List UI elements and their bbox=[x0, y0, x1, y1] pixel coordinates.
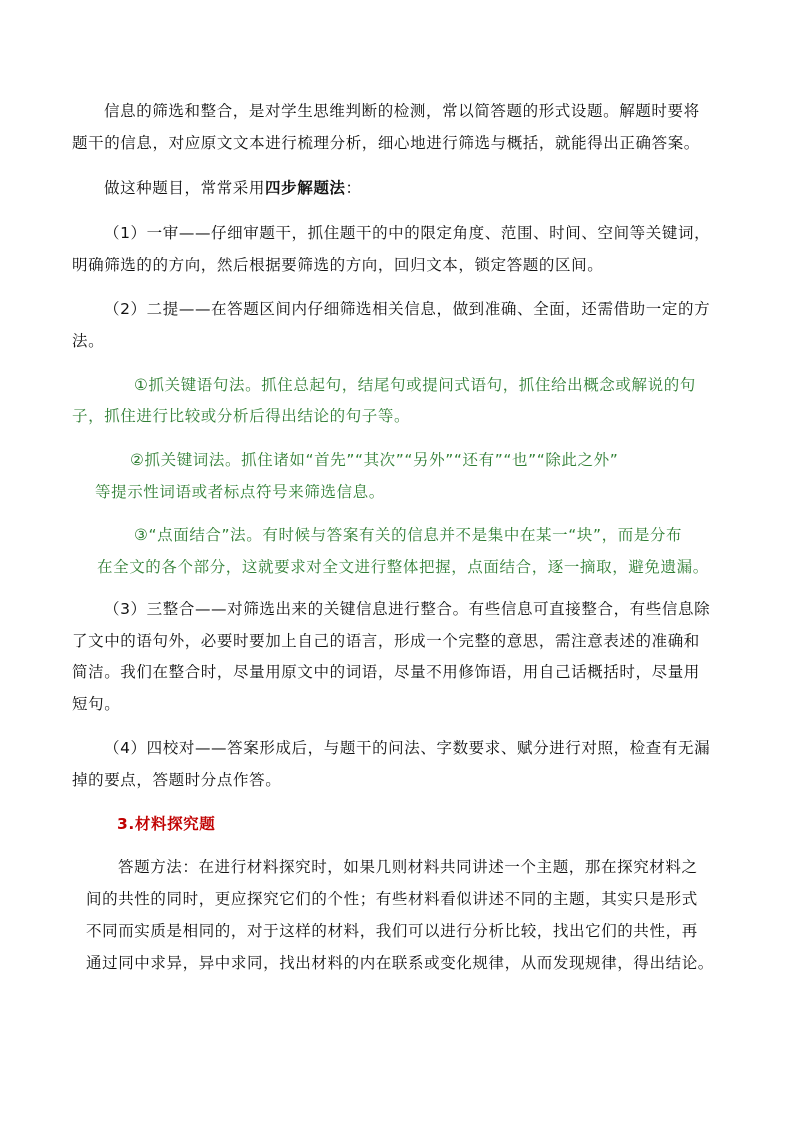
intro-line-1: 信息的筛选和整合，是对学生思维判断的检测，常以简答题的形式设题。解题时要将 bbox=[104, 102, 700, 120]
section-3-title: 3.材料探究题 bbox=[117, 815, 216, 833]
step3-line-4: 短句。 bbox=[72, 695, 121, 713]
answer-line-4: 通过同中求异，异中求同，找出材料的内在联系或变化规律，从而发现规律，得出结论。 bbox=[86, 954, 714, 972]
step1-line-2: 明确筛选的的方向，然后根据要筛选的方向，回归文本，锁定答题的区间。 bbox=[72, 256, 604, 274]
answer-line-1: 答题方法：在进行材料探究时，如果几则材料共同讲述一个主题，那在探究材料之 bbox=[118, 858, 698, 876]
step4-line-2: 掉的要点，答题时分点作答。 bbox=[72, 771, 282, 789]
step3-line-1: （3）三整合——对筛选出来的关键信息进行整合。有些信息可直接整合，有些信息除 bbox=[104, 600, 711, 618]
answer-line-3: 不同而实质是相同的，对于这样的材料，我们可以进行分析比较，找出它们的共性，再 bbox=[86, 922, 698, 940]
method-intro-pre: 做这种题目，常常采用 bbox=[104, 179, 266, 197]
step2-line-2: 法。 bbox=[72, 332, 105, 350]
method3-line-2: 在全文的各个部分，这就要求对全文进行整体把握，点面结合，逐一摘取，避免遗漏。 bbox=[97, 558, 709, 576]
step4-line-1: （4）四校对——答案形成后，与题干的问法、字数要求、赋分进行对照，检查有无漏 bbox=[104, 739, 711, 757]
step2-line-1: （2）二提——在答题区间内仔细筛选相关信息，做到准确、全面，还需借助一定的方 bbox=[104, 300, 711, 318]
step3-line-3: 简洁。我们在整合时，尽量用原文中的词语，尽量不用修饰语，用自己话概括时，尽量用 bbox=[72, 663, 700, 681]
method-intro bbox=[104, 178, 362, 198]
method-intro-post: ： bbox=[345, 179, 362, 197]
method1-line-1: ①抓关键语句法。抓住总起句，结尾句或提问式语句，抓住给出概念或解说的句 bbox=[134, 376, 696, 394]
step1-line-1: （1）一审——仔细审题干，抓住题干的中的限定角度、范围、时间、空间等关键词， bbox=[104, 224, 711, 242]
answer-line-2: 间的共性的同时，更应探究它们的个性；有些材料看似讲述不同的主题，其实只是形式 bbox=[86, 890, 698, 908]
method3-line-1: ③“点面结合”法。有时候与答案有关的信息并不是集中在某一“块”，而是分布 bbox=[134, 526, 683, 544]
method1-line-2: 子，抓住进行比较或分析后得出结论的句子等。 bbox=[72, 407, 411, 425]
step3-line-2: 了文中的语句外，必要时要加上自己的语言，形成一个完整的意思，需注意表述的准确和 bbox=[72, 632, 700, 650]
intro-line-2: 题干的信息，对应原文文本进行梳理分析，细心地进行筛选与概括，就能得出正确答案。 bbox=[72, 134, 700, 152]
method2-line-1: ②抓关键词法。抓住诸如“首先”“其次”“另外”“还有”“也”“除此之外” bbox=[130, 451, 619, 469]
method-intro-bold: 四步解题法 bbox=[265, 179, 346, 197]
method2-line-2: 等提示性词语或者标点符号来筛选信息。 bbox=[95, 483, 385, 501]
